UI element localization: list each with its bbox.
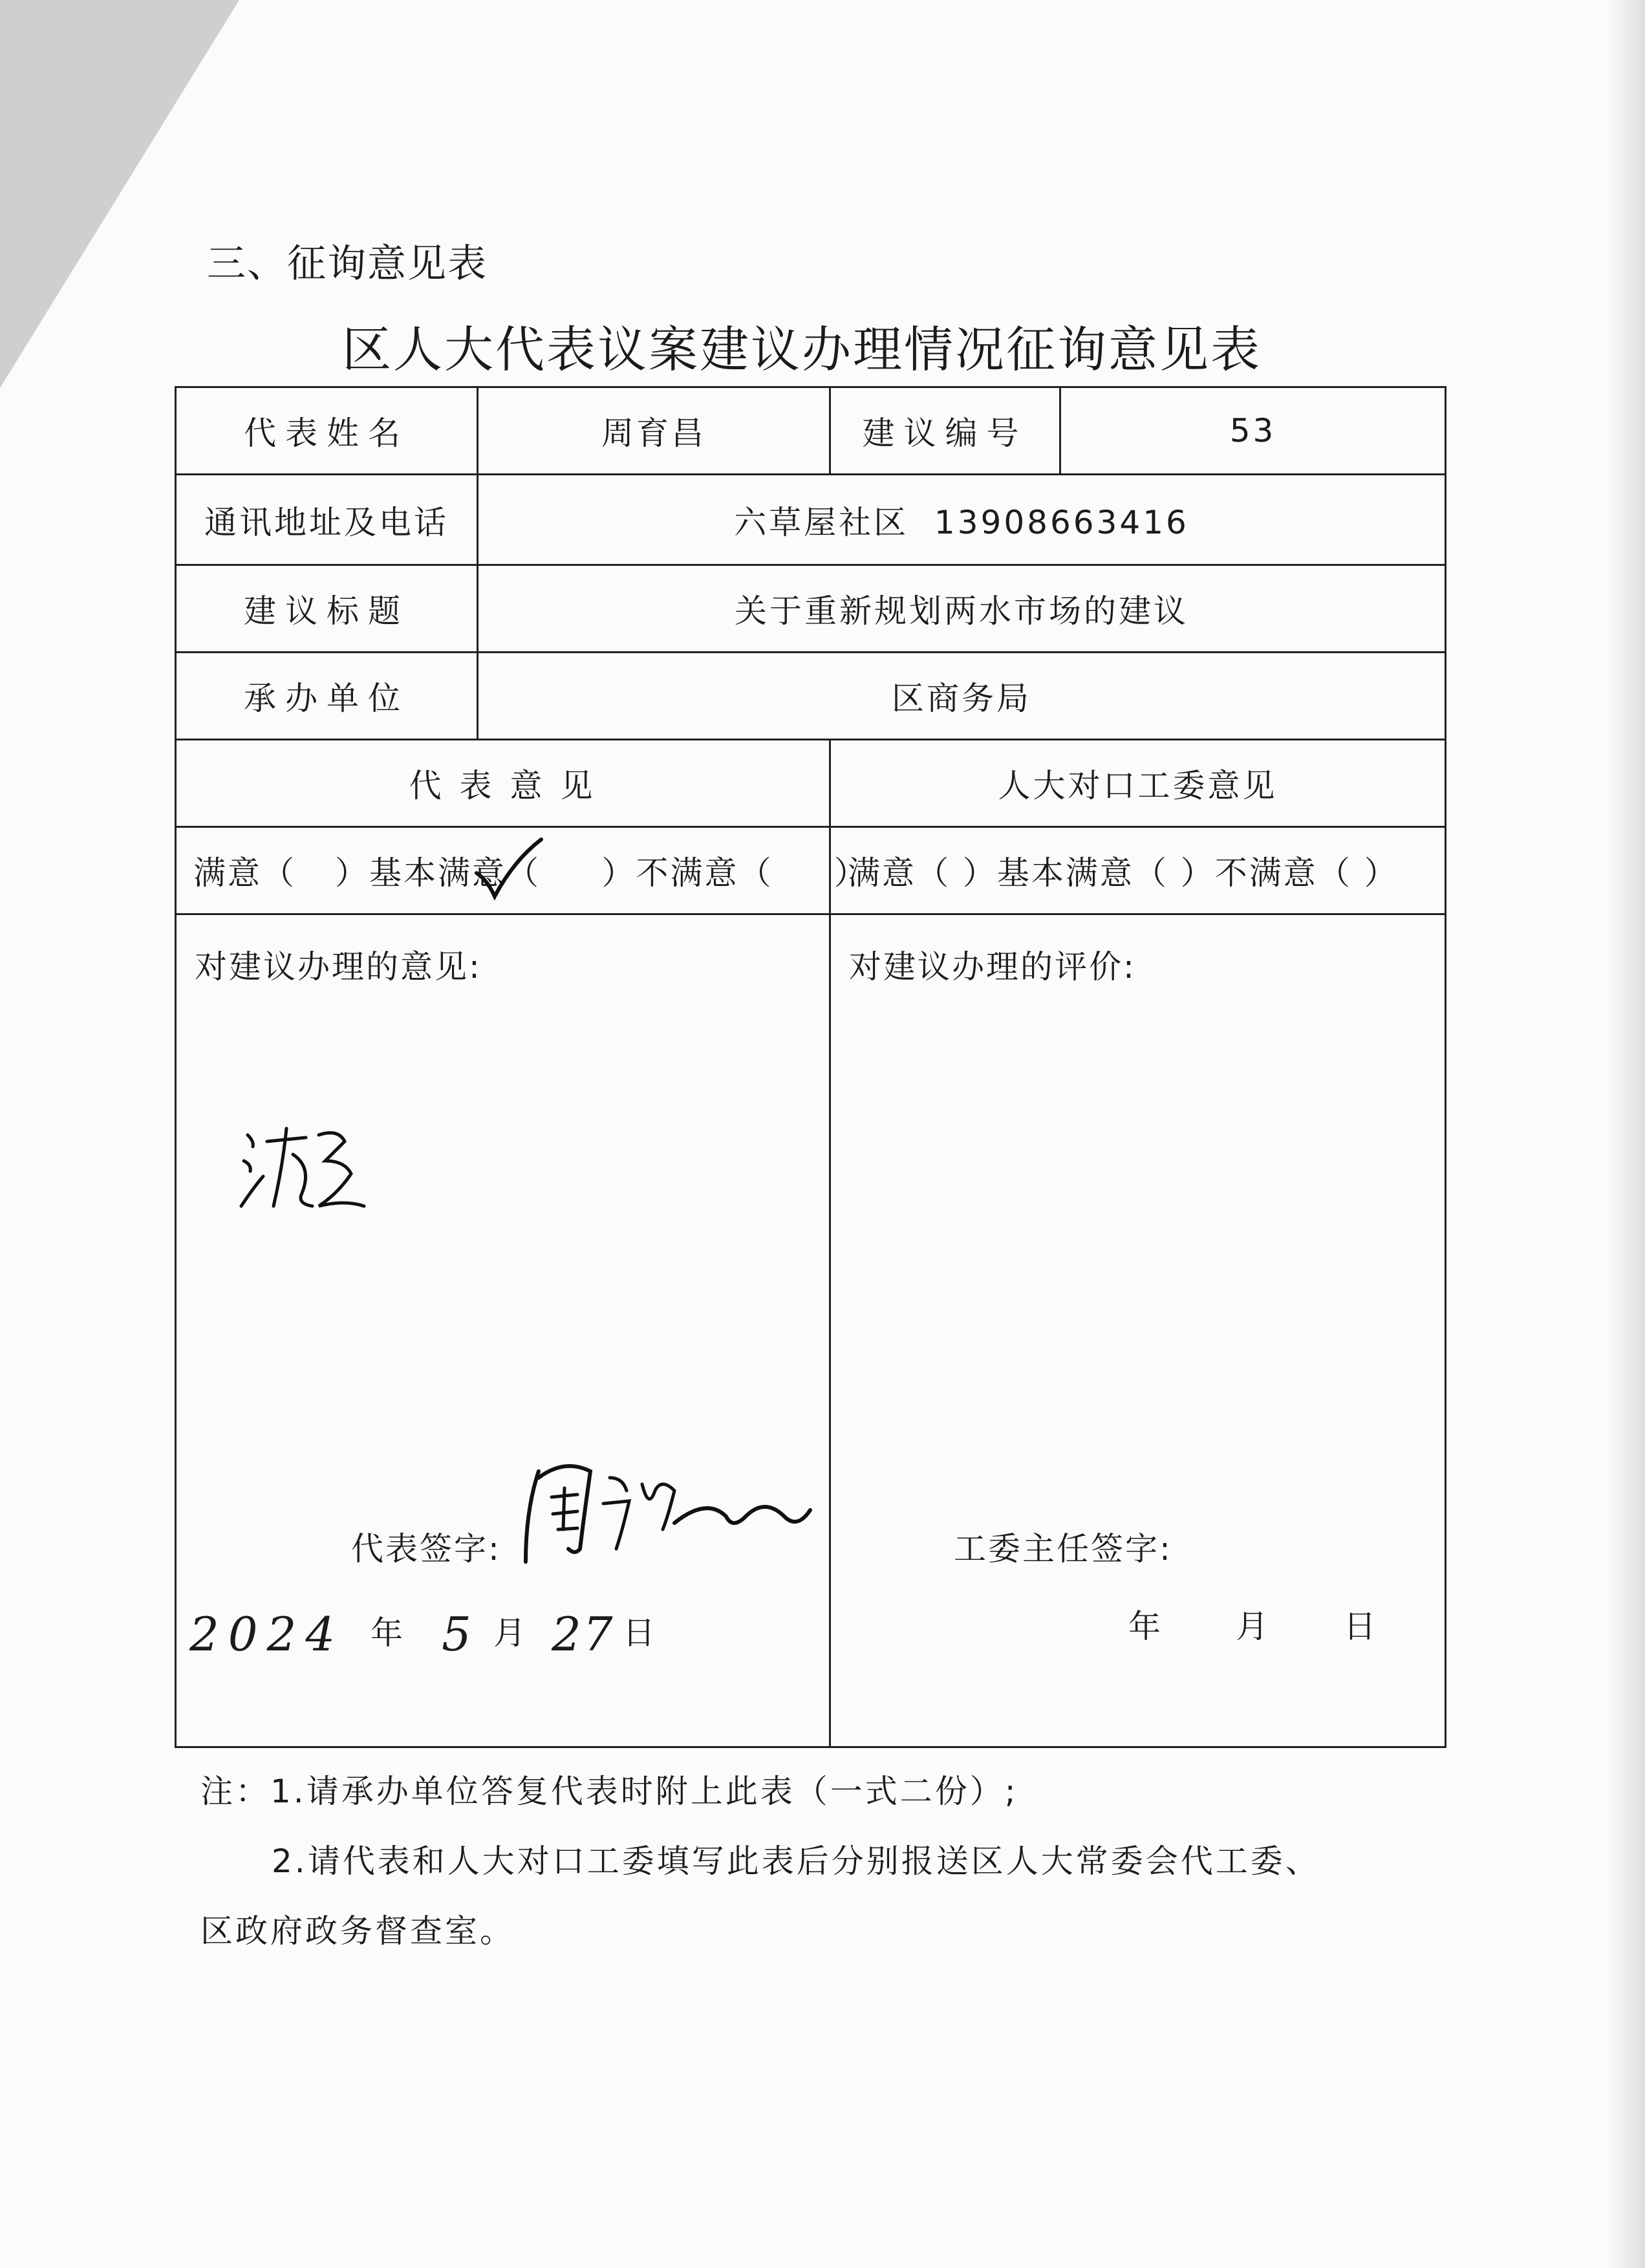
row-satisfaction-options bbox=[176, 827, 1446, 914]
rep-name-label: 代表姓名 bbox=[176, 387, 478, 475]
rep-option-rest: ）基本满意（ ）不满意（ ） bbox=[335, 854, 868, 892]
rep-date-year-hw: 2024 bbox=[189, 1607, 345, 1661]
row-unit bbox=[176, 653, 1446, 740]
form-title: 区人大代表议案建议办理情况征询意见表 bbox=[342, 321, 1262, 378]
rep-date-row bbox=[189, 1601, 836, 1691]
title-label: 建议标题 bbox=[176, 565, 478, 653]
committee-satisfaction-options: 满意（ ）基本满意（ ）不满意（ ） bbox=[830, 827, 1446, 914]
row-rep-name bbox=[176, 387, 1446, 475]
contact-value: 六草屋社区 13908663416 bbox=[478, 475, 1446, 565]
rep-opinion-box bbox=[176, 914, 830, 1747]
rep-date-day-unit: 日 bbox=[623, 1614, 657, 1652]
committee-date-row: 年 月 日 bbox=[1128, 1608, 1378, 1645]
rep-date-year-unit: 年 bbox=[371, 1614, 405, 1652]
row-opinion-headers bbox=[176, 740, 1446, 827]
checkmark-icon bbox=[469, 834, 546, 905]
committee-signature-label: 工委主任签字: bbox=[954, 1530, 1172, 1568]
row-opinion-bodies bbox=[176, 914, 1446, 1747]
rep-opinion-label: 对建议办理的意见: bbox=[195, 948, 482, 986]
unit-value: 区商务局 bbox=[478, 653, 1446, 740]
rep-signature-image bbox=[513, 1452, 817, 1568]
scan-edge-shadow bbox=[1606, 0, 1645, 2268]
opinion-form-table bbox=[175, 386, 1446, 1748]
note-line-1: 注：1.请承办单位答复代表时附上此表（一式二份）; bbox=[200, 1773, 1018, 1810]
rep-date-month-unit: 月 bbox=[493, 1614, 528, 1652]
rep-signature-label: 代表签字: bbox=[351, 1530, 501, 1568]
committee-evaluation-label: 对建议办理的评价: bbox=[849, 948, 1136, 986]
rep-date-month-hw: 5 bbox=[442, 1607, 473, 1661]
rep-opinion-header: 代 表 意 见 bbox=[176, 740, 830, 827]
proposal-no-label: 建议编号 bbox=[830, 387, 1060, 475]
row-contact bbox=[176, 475, 1446, 565]
rep-option-satisfied: 满意（ bbox=[193, 854, 296, 892]
committee-opinion-box bbox=[830, 914, 1446, 1747]
title-value: 关于重新规划两水市场的建议 bbox=[478, 565, 1446, 653]
rep-satisfaction-options bbox=[176, 827, 868, 914]
note-line-3: 区政府政务督查室。 bbox=[200, 1912, 515, 1950]
committee-opinion-header: 人大对口工委意见 bbox=[830, 740, 1446, 827]
proposal-no-value: 53 bbox=[1060, 387, 1446, 475]
unit-label: 承办单位 bbox=[176, 653, 478, 740]
rep-name-value: 周育昌 bbox=[478, 387, 830, 475]
rep-date-day-hw: 27 bbox=[552, 1607, 615, 1661]
note-line-2: 2.请代表和人大对口工委填写此表后分别报送区人大常委会代工委、 bbox=[272, 1842, 1320, 1880]
contact-label: 通讯地址及电话 bbox=[176, 475, 478, 565]
row-title bbox=[176, 565, 1446, 653]
handwritten-satisfied-image bbox=[235, 1109, 377, 1226]
section-heading: 三、征询意见表 bbox=[207, 241, 488, 286]
